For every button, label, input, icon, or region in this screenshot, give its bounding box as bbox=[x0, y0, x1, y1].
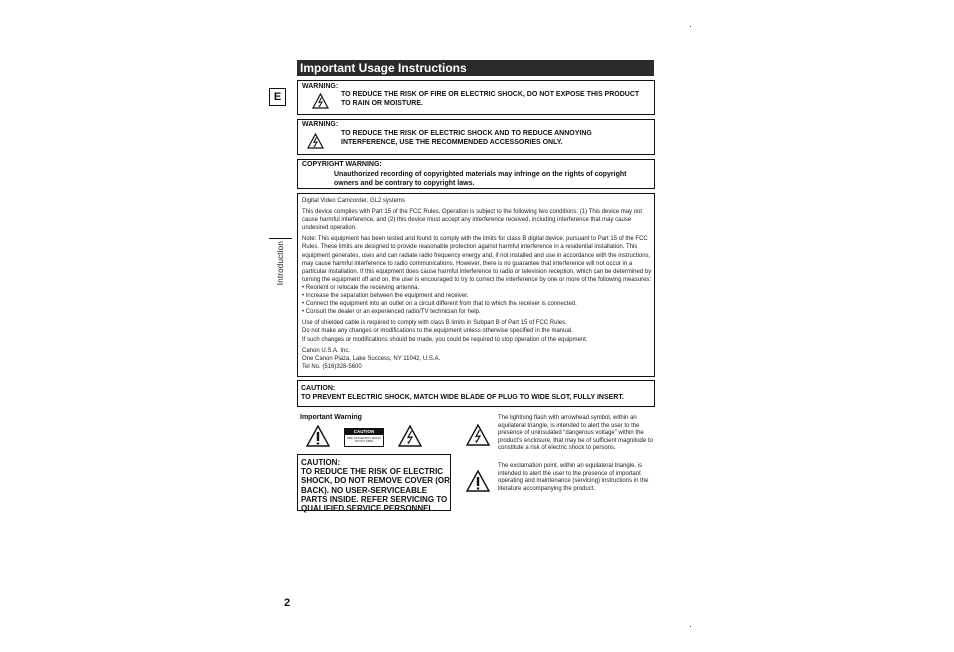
caution-label-title: CAUTION bbox=[345, 429, 383, 435]
fcc-measure: • Reorient or relocate the receiving antenna. bbox=[302, 284, 420, 291]
service-caution-label: CAUTION: bbox=[301, 458, 341, 467]
caution-label-graphic bbox=[344, 428, 384, 447]
fcc-measure: • Connect the equipment into an outlet on a circuit different from that to which the receiver is connected. bbox=[302, 301, 577, 308]
crop-mark bbox=[690, 626, 691, 627]
fcc-part15: This device complies with Part 15 of the FCC Rules. Operation is subject to the following two conditions: (1) This device may not cause harmful interference, and (2) this device must accept any interference received, including interference that may cause undesired operation. bbox=[302, 209, 643, 232]
warning-label: WARNING: bbox=[302, 121, 339, 128]
fcc-model: Digital Video Camcorder, GL2 systems bbox=[302, 198, 405, 204]
plug-caution-box bbox=[297, 380, 655, 407]
warning-text: TO REDUCE THE RISK OF ELECTRIC SHOCK AND TO REDUCE ANNOYING INTERFERENCE, USE THE RECOMMENDED ACCESSORIES ONLY. bbox=[341, 130, 592, 146]
fcc-measure: • Consult the dealer or an experienced radio/TV technician for help. bbox=[302, 309, 481, 316]
lightning-symbol-explanation: The lightning flash with arrowhead symbol, within an equilateral triangle, is intended to alert the user to the presence of uninsulated “dangerous voltage” within the product’s enclosure, that may be of sufficient magnitude to constitute a risk of electric shock to persons. bbox=[498, 415, 653, 452]
lightning-triangle-icon bbox=[312, 93, 329, 109]
lightning-triangle-icon bbox=[307, 133, 324, 149]
exclamation-triangle-icon bbox=[466, 470, 490, 492]
fcc-note: Note: This equipment has been tested and found to comply with the limits for class B digital device, pursuant to Part 15 of the FCC Rules. These limits are designed to provide reasonable protection against harmful interference in a residential installation. This equipment generates, uses and can radiate radio frequency energy and, if not installed and use in accordance with the instructions, may cause harmful interference to radio communications. However, there is no guarantee that interference will not occur in a particular installation. If this equipment does cause harmful interference to radio or television reception, which can be determined by turning the equipment off and on, the user is encouraged to try to correct the interference by one or more of the following measures: bbox=[302, 236, 652, 283]
service-caution-text: TO REDUCE THE RISK OF ELECTRIC SHOCK, DO NOT REMOVE COVER (OR BACK). NO USER-SERVICEABLE PARTS INSIDE. REFER SERVICING TO QUALIFIED SERVICE PERSONNEL. bbox=[301, 467, 450, 514]
fcc-measure: • Increase the separation between the equipment and receiver. bbox=[302, 293, 469, 300]
lightning-triangle-icon bbox=[466, 424, 490, 446]
plug-caution-text: TO PREVENT ELECTRIC SHOCK, MATCH WIDE BLADE OF PLUG TO WIDE SLOT, FULLY INSERT. bbox=[301, 394, 624, 401]
lightning-triangle-icon bbox=[398, 425, 422, 447]
copyright-label: COPYRIGHT WARNING: bbox=[302, 161, 382, 168]
section-divider bbox=[269, 238, 292, 239]
company-phone: Tel No. (516)328-5600 bbox=[302, 363, 362, 370]
warning-label: WARNING: bbox=[302, 83, 339, 90]
important-warning-title: Important Warning bbox=[300, 414, 362, 421]
caution-label-subtext: RISK OF ELECTRIC SHOCK DO NOT OPEN bbox=[347, 437, 381, 444]
fcc-shielded: Use of shielded cable is required to comply with class B limits in Subpart B of Part 15 of FCC Rules. bbox=[302, 320, 567, 327]
warning-box-1 bbox=[297, 80, 655, 115]
fcc-modifications: Do not make any changes or modifications to the equipment unless otherwise specified in the manual. bbox=[302, 328, 573, 335]
warning-box-2 bbox=[297, 119, 655, 155]
section-label: Introduction bbox=[276, 241, 285, 286]
copyright-text: Unauthorized recording of copyrighted materials may infringe on the rights of copyright owners and be contrary to copyright laws. bbox=[334, 171, 627, 187]
service-caution-box bbox=[297, 454, 451, 514]
fcc-stop-operation: If such changes or modifications should be made, you could be required to stop operation of the equipment. bbox=[302, 336, 588, 343]
fcc-statement-box bbox=[297, 193, 655, 377]
plug-caution-label: CAUTION: bbox=[301, 385, 336, 392]
copyright-box bbox=[297, 159, 655, 189]
crop-mark bbox=[690, 26, 691, 27]
page-title: Important Usage Instructions bbox=[297, 60, 654, 76]
exclamation-triangle-icon bbox=[306, 425, 330, 447]
language-tab: E bbox=[269, 88, 286, 106]
company-address: One Canon Plaza, Lake Success, NY 11042, U.S.A. bbox=[302, 355, 441, 362]
page-number: 2 bbox=[284, 597, 291, 609]
warning-text: TO REDUCE THE RISK OF FIRE OR ELECTRIC SHOCK, DO NOT EXPOSE THIS PRODUCT TO RAIN OR MOISTURE. bbox=[341, 91, 640, 107]
company-name: Canon U.S.A. Inc. bbox=[302, 347, 351, 354]
exclamation-symbol-explanation: The exclamation point, within an equilateral triangle, is intended to alert the user to the presence of important operating and maintenance (servicing) instructions in the literature accompanying the product. bbox=[498, 463, 649, 492]
